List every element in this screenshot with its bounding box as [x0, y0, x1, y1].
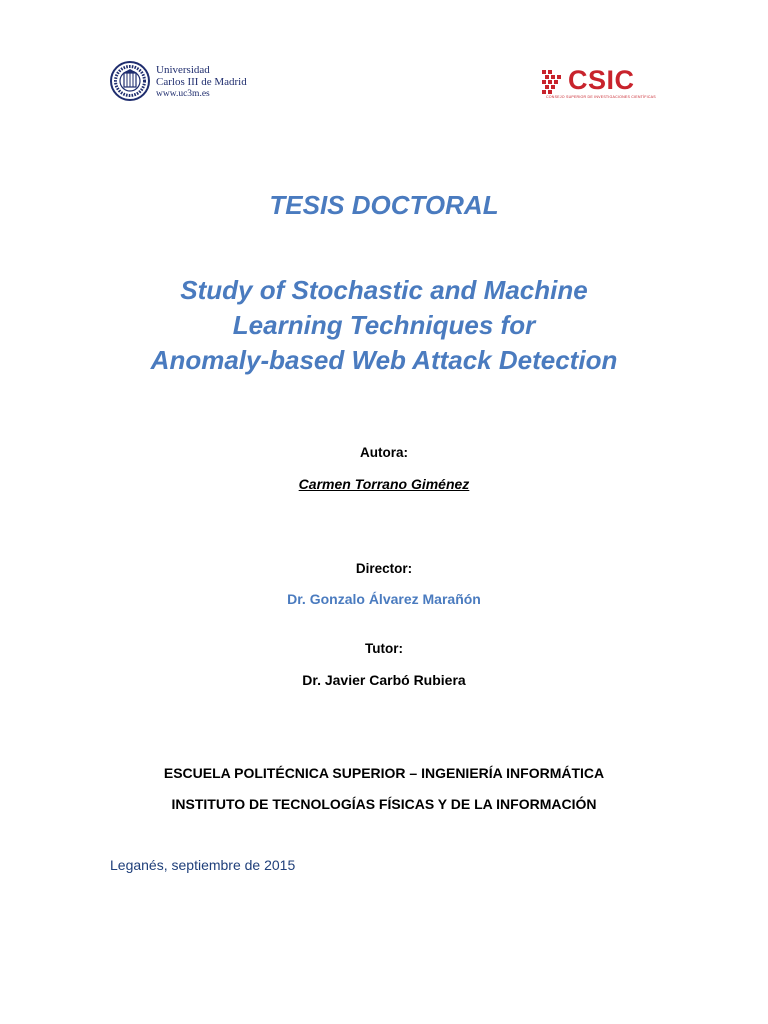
thesis-title-line: Anomaly-based Web Attack Detection — [150, 345, 618, 375]
uc3m-seal-icon — [110, 61, 150, 101]
author-label: Autora: — [360, 445, 408, 460]
director-label: Director: — [355, 561, 413, 576]
csic-subtitle: CONSEJO SUPERIOR DE INVESTIGACIONES CIENTÍFICAS — [546, 95, 656, 99]
csic-logo — [542, 65, 662, 102]
uc3m-logo — [110, 58, 260, 106]
uc3m-line1: Universidad — [156, 64, 210, 76]
csic-mark-icon — [542, 70, 564, 94]
author-name-text: Carmen Torrano Giménez — [298, 476, 470, 492]
author-name — [0, 476, 768, 492]
institute-name: INSTITUTO DE TECNOLOGÍAS FÍSICAS Y DE LA INFORMACIÓN — [171, 796, 597, 812]
director-name: Dr. Gonzalo Álvarez Marañón — [287, 591, 481, 607]
place-and-date: Leganés, septiembre de 2015 — [110, 857, 296, 873]
thesis-title — [0, 273, 768, 378]
uc3m-url: www.uc3m.es — [156, 89, 210, 99]
school-name: ESCUELA POLITÉCNICA SUPERIOR – INGENIERÍA INFORMÁTICA — [163, 765, 605, 781]
uc3m-line2: Carlos III de Madrid — [156, 76, 247, 88]
csic-wordmark: CSIC — [568, 65, 635, 95]
tutor-name: Dr. Javier Carbó Rubiera — [302, 672, 466, 688]
tutor-label: Tutor: — [365, 641, 403, 656]
thesis-title-line: Study of Stochastic and Machine — [180, 275, 588, 305]
document-type: TESIS DOCTORAL — [269, 190, 499, 220]
thesis-title-line: Learning Techniques for — [232, 310, 536, 340]
uc3m-wordmark — [156, 64, 247, 100]
